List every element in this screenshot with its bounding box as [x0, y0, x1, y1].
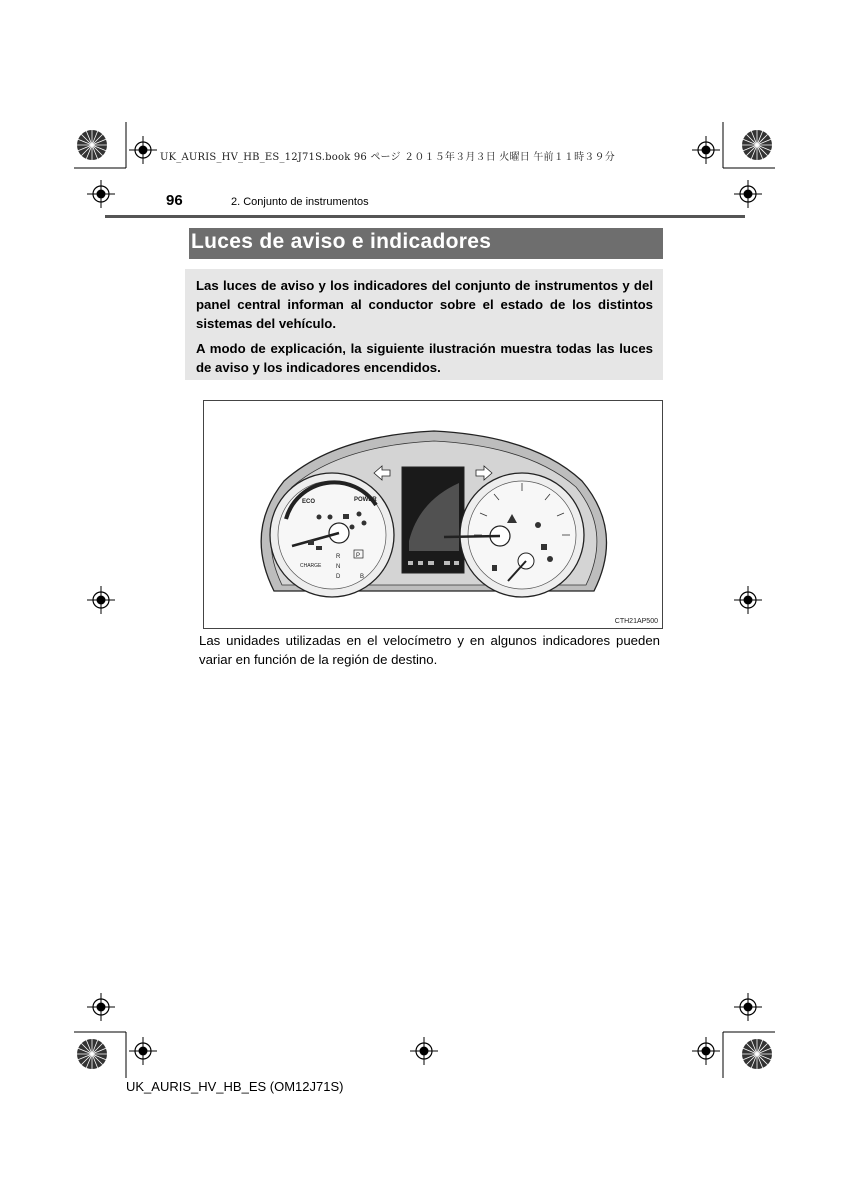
registration-mark-icon — [87, 993, 115, 1021]
page-title: Luces de aviso e indicadores — [191, 230, 492, 253]
star-mark-icon — [742, 1039, 772, 1069]
charge-label: CHARGE — [300, 563, 322, 569]
seatbelt-icon — [541, 544, 547, 550]
star-mark-icon — [77, 130, 107, 160]
tire-pressure-icon — [547, 556, 553, 562]
instrument-cluster-illustration — [204, 401, 662, 628]
power-label: POWER — [354, 497, 377, 503]
shift-d: D — [336, 574, 341, 580]
fuel-pump-icon — [492, 565, 497, 571]
registration-mark-icon — [129, 136, 157, 164]
instrument-cluster-figure — [203, 400, 663, 629]
registration-mark-icon — [410, 1037, 438, 1065]
engine-icon — [535, 522, 541, 528]
speedometer-needle — [444, 536, 500, 537]
registration-mark-icon — [692, 136, 720, 164]
figure-code: CTH21AP500 — [614, 618, 658, 625]
units-note: Las unidades utilizadas en el velocímetro y en algunos indicadores pueden variar en función de la región de destino. — [199, 633, 660, 667]
registration-mark-icon — [129, 1037, 157, 1065]
registration-mark-icon — [734, 586, 762, 614]
shift-n: N — [336, 564, 341, 570]
print-header: UK_AURIS_HV_HB_ES_12J71S.book 96 ページ ２０１５年３月３日 火曜日 午前１１時３９分 — [160, 152, 615, 163]
star-mark-icon — [742, 130, 772, 160]
shift-b: B — [360, 574, 365, 580]
page-number: 96 — [166, 192, 183, 209]
eco-label: ECO — [302, 499, 316, 505]
intro-paragraph: Las luces de aviso y los indicadores del conjunto de instrumentos y del panel central informan al conductor sobre el estado de los distintos sistemas del vehículo. — [196, 278, 653, 331]
title-bar — [185, 228, 663, 259]
registration-mark-icon — [692, 1037, 720, 1065]
intro-paragraph: A modo de explicación, la siguiente ilustración muestra todas las luces de aviso y los indicadores encendidos. — [196, 341, 653, 375]
registration-mark-icon — [87, 586, 115, 614]
registration-mark-icon — [87, 180, 115, 208]
intro-box — [185, 269, 663, 380]
title-accent — [185, 228, 189, 259]
shift-r: R — [336, 554, 341, 560]
header-divider — [105, 215, 745, 218]
registration-mark-icon — [734, 993, 762, 1021]
park-label: P — [356, 553, 361, 559]
section-title: 2. Conjunto de instrumentos — [231, 196, 369, 208]
registration-mark-icon — [734, 180, 762, 208]
star-mark-icon — [77, 1039, 107, 1069]
footer-code: UK_AURIS_HV_HB_ES (OM12J71S) — [126, 1079, 344, 1094]
